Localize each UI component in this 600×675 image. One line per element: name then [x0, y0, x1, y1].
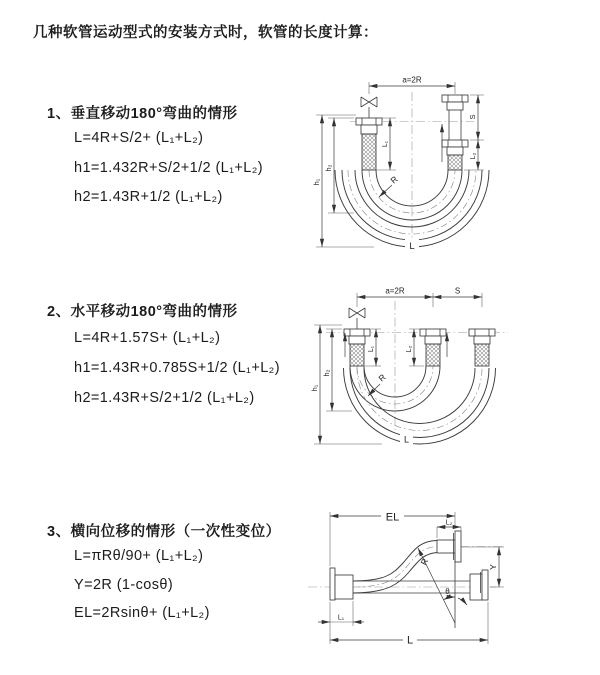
right-flange-lower [442, 140, 468, 147]
formula-1-length: L=4R+S/2+ (L₁+L₂) [74, 130, 204, 146]
section-2-heading: 2、水平移动180°弯曲的情形 [47, 304, 238, 320]
right-union-lower [447, 147, 463, 155]
left-braided-hose-end [350, 344, 364, 366]
upper-hub [437, 540, 455, 553]
dim-label-l1: L₁ [382, 140, 389, 148]
left-flange-plate [330, 568, 335, 600]
right-flange-plate [482, 570, 488, 600]
dim-label-l2: L₂ [406, 345, 413, 353]
hose-length-label: L [403, 434, 410, 445]
valve-icon [361, 97, 377, 107]
formula-3-length: L=πRθ/90+ (L₁+L₂) [74, 548, 204, 564]
radius-label: R [418, 556, 431, 567]
h1-extension-lines [314, 325, 382, 444]
right-pipe-lines [449, 110, 461, 140]
radius-label: R [376, 371, 388, 384]
dim-label-el: EL [385, 511, 400, 524]
section-3-heading: 3、横向位移的情形（一次性变位） [47, 524, 281, 540]
formula-2-h2: h2=1.43R+S/2+1/2 (L₁+L₂) [74, 390, 255, 406]
middle-union-nut [425, 336, 441, 344]
right-flange-moved [469, 329, 495, 336]
dim-label-l1: L₁ [368, 345, 375, 353]
formula-2-length: L=4R+1.57S+ (L₁+L₂) [74, 330, 221, 346]
formula-2-h1: h1=1.43R+0.785S+1/2 (L₁+L₂) [74, 360, 280, 376]
hose-centerline-arc [357, 368, 482, 431]
diagram-horizontal-180-bend [312, 283, 600, 458]
right-union-upper [447, 102, 463, 110]
hose-arc [344, 368, 496, 444]
diagram-lateral-displacement [300, 500, 600, 650]
left-flange [356, 118, 382, 125]
left-union-nut [349, 336, 365, 344]
radius-leader-arrow [368, 384, 380, 396]
middle-flange [420, 329, 446, 336]
hose-arc [350, 368, 489, 438]
dim-label-s: S [454, 286, 461, 296]
angle-label: θ [445, 587, 450, 596]
left-braided-hose-end [362, 134, 376, 170]
right-braided-hose-end [448, 155, 462, 170]
valve-icon [349, 308, 365, 318]
right-braided-hose-end [475, 344, 489, 366]
dim-label-y: Y [488, 564, 498, 570]
dim-label-h2: h₂ [322, 369, 331, 377]
angle-arc [444, 597, 456, 600]
dim-label-l2: L₂ [445, 519, 453, 527]
radius-label: R [388, 173, 400, 186]
formula-3-y: Y=2R (1-cosθ) [74, 577, 174, 593]
left-union-nut [361, 125, 377, 134]
dim-label-h1: h₁ [312, 178, 321, 186]
dim-label-s: S [468, 114, 477, 120]
middle-braided-hose-end [426, 344, 440, 366]
diagram-vertical-180-bend [312, 70, 592, 260]
dim-label-l2: L₂ [470, 152, 477, 160]
right-union-nut [474, 336, 490, 344]
dim-label-a2r: a=2R [402, 75, 422, 85]
left-flange [344, 329, 370, 336]
dim-label-h1: h₁ [310, 384, 319, 392]
formula-1-h2: h2=1.43R+1/2 (L₁+L₂) [74, 189, 223, 205]
left-hub [335, 575, 353, 599]
formula-3-el: EL=2Rsinθ+ (L₁+L₂) [74, 605, 210, 621]
formula-1-h1: h1=1.432R+S/2+1/2 (L₁+L₂) [74, 160, 264, 176]
upper-flange-plate [455, 531, 461, 562]
dim-label-h2: h₂ [324, 164, 333, 172]
page-title: 几种软管运动型式的安装方式时，软管的长度计算： [33, 25, 378, 41]
top-extension-lines [357, 293, 482, 307]
swing-arrow-arc [458, 598, 467, 605]
dim-label-a2r: a=2R [385, 286, 405, 296]
radius-leader-arrow [379, 185, 392, 197]
dim-label-l: L [406, 634, 414, 647]
right-flange-upper [442, 95, 468, 102]
dim-label-l1: L₁ [337, 614, 345, 622]
hose-length-label: L [409, 241, 415, 252]
section-1-heading: 1、垂直移动180°弯曲的情形 [47, 106, 238, 122]
